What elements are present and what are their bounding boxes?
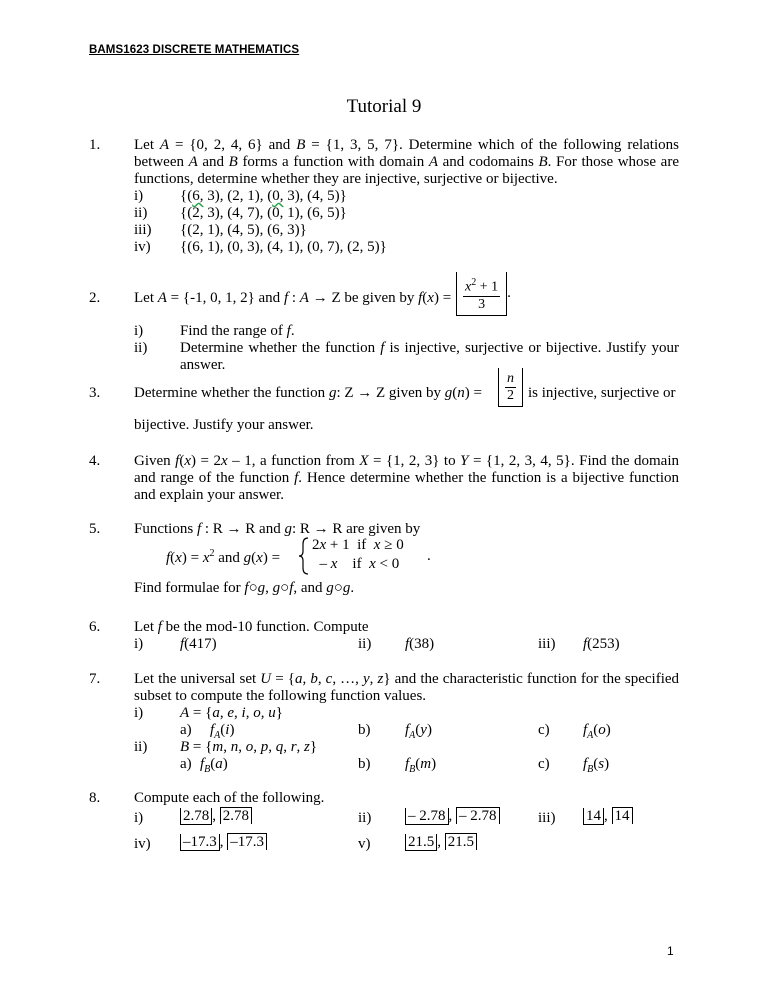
- q8-item-label: ii): [358, 810, 372, 826]
- q5-line3: Find formulae for f○g, g○f, and g○g.: [134, 580, 355, 596]
- q5-line1: Functions f : R → R and g: R → R are given by: [134, 521, 421, 537]
- q3-floor-fraction: $\frac{n}{2}$: [498, 368, 523, 407]
- q1-item-value: {(6, 3), (2, 1), (0, 3), (4, 5)}: [180, 188, 347, 204]
- q8-item-label: iii): [538, 810, 556, 826]
- q7-sub-label: b): [358, 756, 371, 772]
- q1-item-label: i): [134, 188, 144, 204]
- q7-set-label: ii): [134, 739, 148, 755]
- q7-value: $f_B(m)$: [405, 756, 437, 775]
- q1-item-label: ii): [134, 205, 148, 221]
- q2-item-label: ii): [134, 340, 148, 356]
- q7-value: $f_A(i)$: [210, 722, 235, 741]
- q6-number: 6.: [89, 619, 101, 635]
- q6-item-label: i): [134, 636, 144, 652]
- q8-item-label: iv): [134, 836, 151, 852]
- q6-item-label: iii): [538, 636, 556, 652]
- q5-case1: 2x + 1 if x ≥ 0: [312, 537, 404, 553]
- q7-text: Let the universal set U = {a, b, c, …, y, z} and the characteristic function for the specified subset to compute the following function values.: [134, 671, 680, 704]
- q1-item-value: {(6, 1), (0, 3), (4, 1), (0, 7), (2, 5)}: [180, 239, 387, 255]
- q1-item-value: {(2, 1), (4, 5), (6, 3)}: [180, 222, 307, 238]
- q7-sub-label: b): [358, 722, 371, 738]
- q7-sub-label: c): [538, 722, 550, 738]
- q7-number: 7.: [89, 671, 101, 687]
- q3-line2: bijective. Justify your answer.: [134, 417, 314, 433]
- q7-sub-label: a): [180, 756, 192, 772]
- page-title: Tutorial 9: [346, 96, 422, 117]
- q7-sub-label: c): [538, 756, 550, 772]
- q5-case2: – x if x < 0: [312, 556, 400, 572]
- q6-item-value: f(253): [583, 636, 620, 652]
- q5-brace-icon: [298, 536, 310, 576]
- q4-text: Given f(x) = 2x – 1, a function from X = {1, 2, 3} to Y = {1, 2, 3, 4, 5}. Find the domain and range of the function f. Hence determine whether the function is a bijective function and explain your answer.: [134, 453, 679, 503]
- q7-set-a: A = {a, e, i, o, u}: [180, 705, 283, 721]
- q5-period: .: [427, 548, 431, 564]
- q8-item-value: –17.3 , –17.3: [180, 833, 267, 851]
- q2-item-label: i): [134, 323, 144, 339]
- q1-item-value: {(2, 3), (4, 7), (0, 1), (6, 5)}: [180, 205, 347, 221]
- q2-number: 2.: [89, 290, 101, 306]
- q1-text: Let A = {0, 2, 4, 6} and B = {1, 3, 5, 7}. Determine which of the following relations between A and B forms a function with domain A and codomains B. For those whose are functions, determine whether they are injective, surjective or bijective.: [134, 137, 679, 187]
- q3-after: is injective, surjective or: [528, 385, 676, 401]
- q2-intro: Let A = {-1, 0, 1, 2} and f : A → Z be given by f(x) =: [134, 290, 452, 306]
- q2-item-value: Find the range of f.: [180, 323, 295, 339]
- q1-item-label: iv): [134, 239, 151, 255]
- q8-item-label: i): [134, 810, 144, 826]
- q7-value: $f_B(s)$: [583, 756, 610, 775]
- q5-number: 5.: [89, 521, 101, 537]
- q7-set-b: B = {m, n, o, p, q, r, z}: [180, 739, 318, 755]
- q7-sub-label: a): [180, 722, 192, 738]
- q8-item-value: – 2.78 , – 2.78: [405, 807, 500, 825]
- q1-item-label: iii): [134, 222, 152, 238]
- q6-item-value: f(417): [180, 636, 217, 652]
- page-header: BAMS1623 DISCRETE MATHEMATICS: [89, 44, 300, 56]
- q6-item-label: ii): [358, 636, 372, 652]
- q3-intro: Determine whether the function g: Z → Z given by g(n) =: [134, 385, 482, 401]
- q7-value: $f_A(y)$: [405, 722, 432, 741]
- q2-item-value: Determine whether the function f is injective, surjective or bijective. Justify your answer.: [180, 340, 679, 373]
- q8-item-label: v): [358, 836, 371, 852]
- q8-number: 8.: [89, 790, 101, 806]
- q1-number: 1.: [89, 137, 101, 153]
- q7-value: $f_A(o)$: [583, 722, 611, 741]
- q3-number: 3.: [89, 385, 101, 401]
- q6-item-value: f(38): [405, 636, 435, 652]
- q5-definitions: $f(x) = x^2$ and g(x) =: [166, 548, 281, 566]
- q8-text: Compute each of the following.: [134, 790, 325, 806]
- q8-item-value: 2.78 , 2.78: [180, 807, 252, 825]
- page-number: 1: [667, 944, 674, 958]
- q6-text: Let f be the mod-10 function. Compute: [134, 619, 369, 635]
- q8-item-value: 21.5 , 21.5: [405, 833, 477, 851]
- q7-value: $f_B(a)$: [200, 756, 228, 775]
- q7-set-label: i): [134, 705, 144, 721]
- q8-item-value: 14 , 14: [583, 807, 633, 825]
- q4-number: 4.: [89, 453, 101, 469]
- q2-floor-fraction: $\frac{x^2 + 1}{3}$ .: [456, 272, 511, 316]
